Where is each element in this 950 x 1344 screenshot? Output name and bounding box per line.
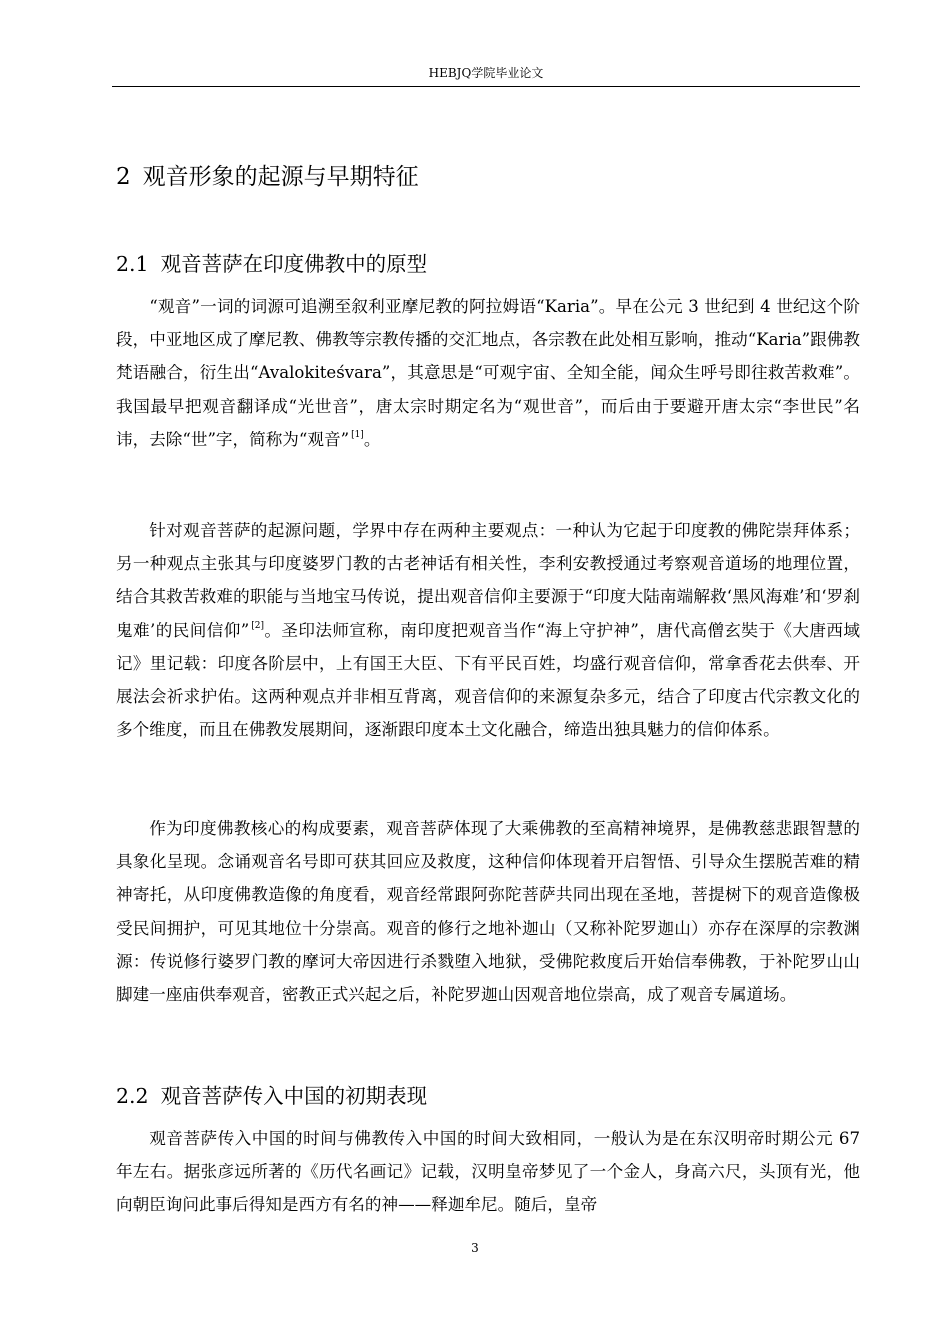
header-rule bbox=[112, 86, 860, 87]
page-number: 3 bbox=[471, 1241, 479, 1255]
citation-ref: [1] bbox=[351, 429, 364, 440]
chapter-heading bbox=[116, 162, 419, 192]
paragraph-text: “观音”一词的词源可追溯至叙利亚摩尼教的阿拉姆语“Karia”。早在公元 3 世纪到 4 世纪这个阶段，中亚地区成了摩尼教、佛教等宗教传播的交汇地点，各宗教在此处相互影响，推动“Karia”跟佛教梵语融合，衍生出“Avalokiteśvara”，其意思是“可观宇宙、全知全能，闻众生呼号即往救苦救难”。我国最早把观音翻译成“光世音”，唐太宗时期定名为“观世音”，而后由于要避开唐太宗“李世民”名讳，去除“世”字，简称为“观音” bbox=[116, 297, 860, 449]
paragraph-text: 观音菩萨传入中国的时间与佛教传入中国的时间大致相同，一般认为是在东汉明帝时期公元 67 年左右。据张彦远所著的《历代名画记》记载，汉明皇帝梦见了一个金人，身高六尺，头顶有光，他向朝臣询问此事后得知是西方有名的神——释迦牟尼。随后，皇帝 bbox=[116, 1129, 860, 1215]
paragraph-tail: 。 bbox=[363, 429, 381, 449]
chapter-number: 2 bbox=[116, 164, 131, 190]
section-heading-2-1 bbox=[116, 250, 427, 278]
paragraph-tail: 。圣印法师宣称，南印度把观音当作“海上守护神”，唐代高僧玄奘于《大唐西域记》里记载：印度各阶层中，上有国王大臣、下有平民百姓，均盛行观音信仰，常拿香花去供奉、开展法会祈求护佑。这两种观点并非相互背离，观音信仰的来源复杂多元，结合了印度古代宗教文化的多个维度，而且在佛教发展期间，逐渐跟印度本土文化融合，缔造出独具魅力的信仰体系。 bbox=[116, 620, 860, 740]
citation-ref: [2] bbox=[251, 620, 264, 631]
section-heading-2-2 bbox=[116, 1082, 427, 1110]
paragraph-1 bbox=[116, 290, 860, 456]
paragraph-text: 针对观音菩萨的起源问题，学界中存在两种主要观点：一种认为它起于印度教的佛陀崇拜体系；另一种观点主张其与印度婆罗门教的古老神话有相关性，李利安教授通过考察观音道场的地理位置，结合其救苦救难的职能与当地宝马传说，提出观音信仰主要源于“印度大陆南端解救‘黑风海难’和‘罗刹鬼难’的民间信仰” bbox=[116, 521, 860, 640]
page-header: HEBJQ学院毕业论文 bbox=[428, 66, 544, 80]
section-title: 观音菩萨传入中国的初期表现 bbox=[160, 1084, 428, 1108]
paragraph-4 bbox=[116, 1122, 860, 1222]
paragraph-2 bbox=[116, 514, 860, 746]
paragraph-text: 作为印度佛教核心的构成要素，观音菩萨体现了大乘佛教的至高精神境界，是佛教慈悲跟智慧的具象化呈现。念诵观音名号即可获其回应及救度，这种信仰体现着开启智悟、引导众生摆脱苦难的精神寄托，从印度佛教造像的角度看，观音经常跟阿弥陀菩萨共同出现在圣地，菩提树下的观音造像极受民间拥护，可见其地位十分崇高。观音的修行之地补迦山（又称补陀罗迦山）亦存在深厚的宗教渊源：传说修行婆罗门教的摩诃大帝因进行杀戮堕入地狱，受佛陀救度后开始信奉佛教，于补陀罗山山脚建一座庙供奉观音，密教正式兴起之后，补陀罗迦山因观音地位崇高，成了观音专属道场。 bbox=[116, 819, 860, 1005]
section-number: 2.2 bbox=[116, 1084, 149, 1108]
section-title: 观音菩萨在印度佛教中的原型 bbox=[160, 252, 428, 276]
chapter-title: 观音形象的起源与早期特征 bbox=[142, 164, 419, 190]
paragraph-3 bbox=[116, 812, 860, 1011]
section-number: 2.1 bbox=[116, 252, 149, 276]
